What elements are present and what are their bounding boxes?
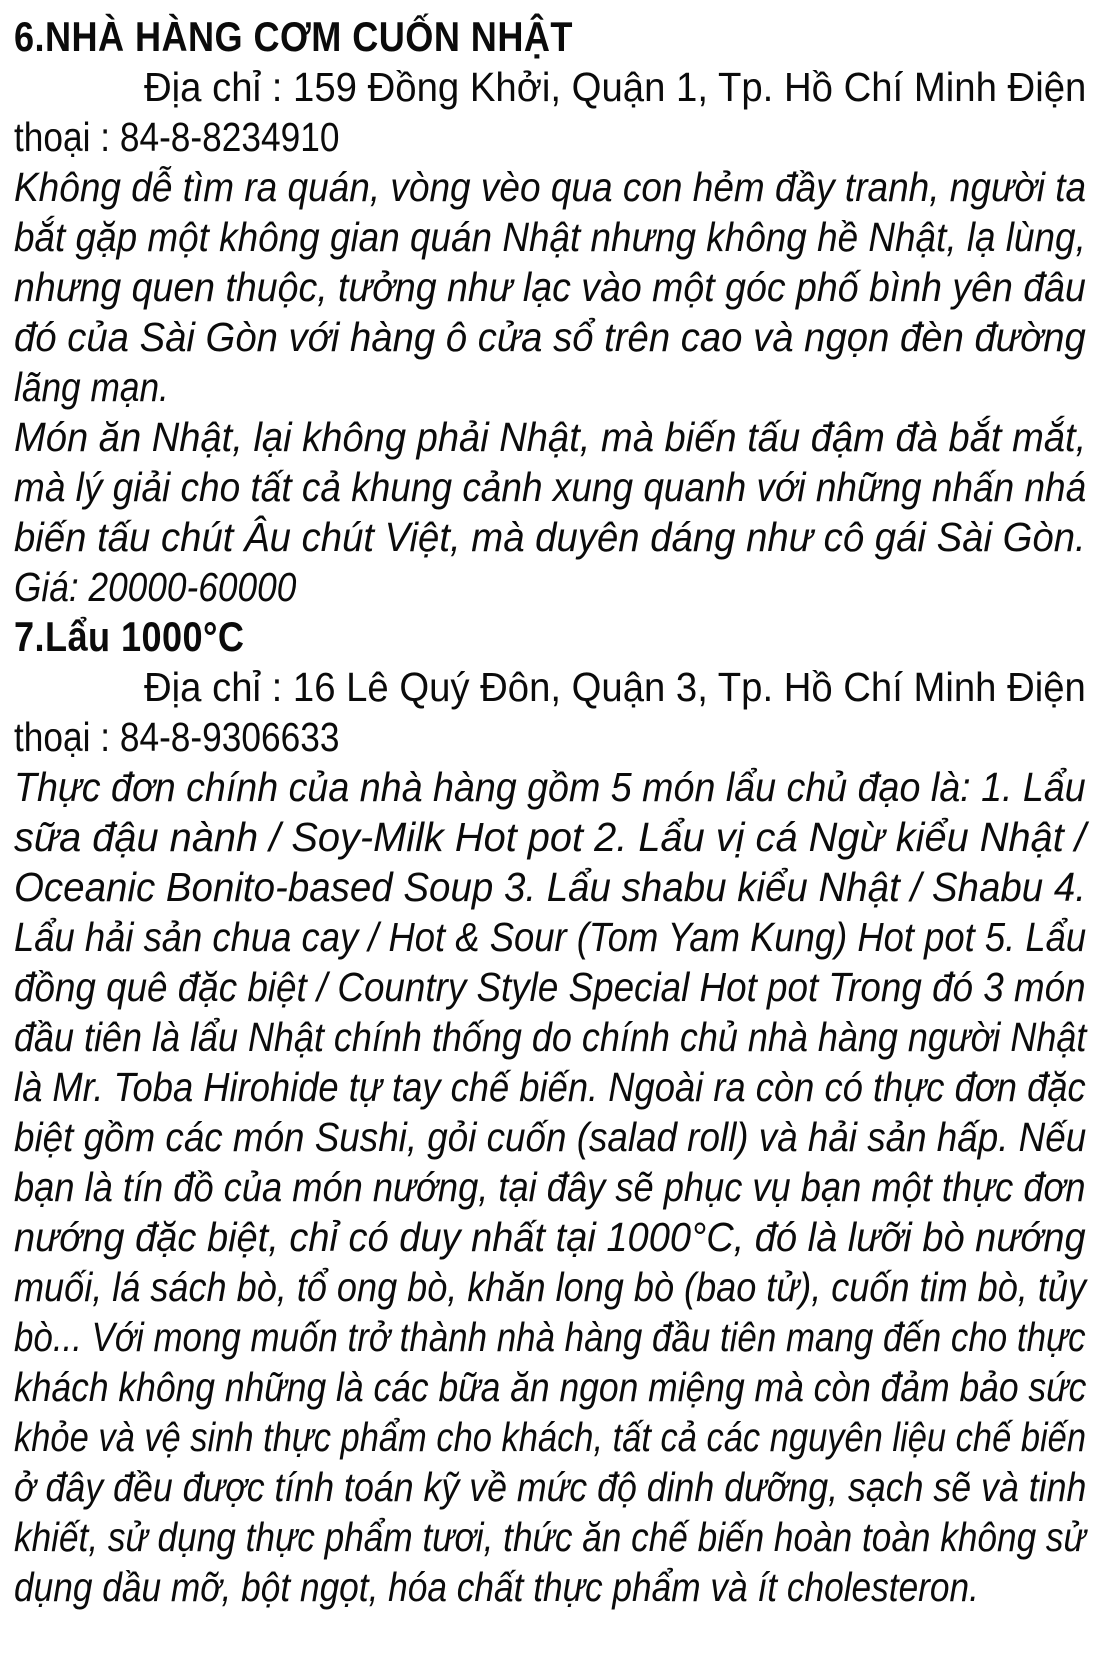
line-text: khách không những là các bữa ăn ngon miệng mà còn đảm bảo sức (14, 1364, 1087, 1410)
line-text: ở đây đều được tính toán kỹ về mức độ dinh dưỡng, sạch sẽ và tinh (14, 1464, 1087, 1510)
text-line (14, 1312, 1086, 1362)
text-line (14, 212, 1086, 262)
text-line (14, 1062, 1086, 1112)
line-text: dụng dầu mỡ, bột ngọt, hóa chất thực phẩm và ít cholesteron. (14, 1564, 979, 1610)
text-line (14, 912, 1086, 962)
line-text: bò... Với mong muốn trở thành nhà hàng đầu tiên mang đến cho thực (14, 1314, 1086, 1360)
line-text: bắt gặp một không gian quán Nhật nhưng không hề Nhật, lạ lùng, (14, 214, 1086, 260)
line-text: Giá: 20000-60000 (14, 564, 297, 610)
text-line (14, 962, 1086, 1012)
text-line (14, 1012, 1086, 1062)
text-line (14, 1212, 1086, 1262)
text-line (14, 712, 1086, 762)
text-line (14, 462, 1086, 512)
text-line (14, 1162, 1086, 1212)
text-line (14, 1562, 1086, 1612)
line-text: Món ăn Nhật, lại không phải Nhật, mà biến tấu đậm đà bắt mắt, (14, 414, 1087, 460)
text-line (14, 162, 1086, 212)
text-line (14, 312, 1086, 362)
text-line (14, 112, 1086, 162)
text-line (14, 762, 1086, 812)
line-text: lãng mạn. (14, 364, 169, 410)
line-text: Lẩu hải sản chua cay / Hot & Sour (Tom Yam Kung) Hot pot 5. Lẩu (14, 914, 1087, 960)
line-text: nhưng quen thuộc, tưởng như lạc vào một góc phố bình yên đâu (14, 264, 1086, 310)
line-text: đồng quê đặc biệt / Country Style Special Hot pot Trong đó 3 món (14, 964, 1086, 1010)
line-text: Địa chỉ : 159 Đồng Khởi, Quận 1, Tp. Hồ Chí Minh Điện (144, 64, 1087, 110)
text-line (14, 412, 1086, 462)
line-text: 7.Lẩu 1000°C (14, 613, 245, 660)
text-line (14, 862, 1086, 912)
text-line (14, 262, 1086, 312)
line-text: Địa chỉ : 16 Lê Quý Đôn, Quận 3, Tp. Hồ Chí Minh Điện (144, 664, 1086, 710)
line-text: 6.NHÀ HÀNG CƠM CUỐN NHẬT (14, 13, 573, 60)
line-text: biến tấu chút Âu chút Việt, mà duyên dáng như cô gái Sài Gòn. (14, 514, 1086, 560)
text-line (14, 1412, 1086, 1462)
text-line (14, 62, 1086, 112)
line-text: thoại : 84-8-8234910 (14, 114, 340, 160)
text-line (14, 1362, 1086, 1412)
line-text: muối, lá sách bò, tổ ong bò, khăn long bò (bao tử), cuốn tim bò, tủy (14, 1264, 1086, 1310)
line-text: khiết, sử dụng thực phẩm tươi, thức ăn chế biến hoàn toàn không sử (14, 1514, 1086, 1560)
text-line (14, 1262, 1086, 1312)
text-block (14, 12, 1086, 1612)
text-line (14, 812, 1086, 862)
line-text: biệt gồm các món Sushi, gỏi cuốn (salad roll) và hải sản hấp. Nếu (14, 1114, 1087, 1160)
text-line (14, 1462, 1086, 1512)
line-text: thoại : 84-8-9306633 (14, 714, 340, 760)
line-text: là Mr. Toba Hirohide tự tay chế biến. Ngoài ra còn có thực đơn đặc (14, 1064, 1086, 1110)
text-line (14, 512, 1086, 562)
text-line (14, 662, 1086, 712)
text-line (14, 1112, 1086, 1162)
line-text: bạn là tín đồ của món nướng, tại đây sẽ phục vụ bạn một thực đơn (14, 1164, 1086, 1210)
line-text: sữa đậu nành / Soy-Milk Hot pot 2. Lẩu vị cá Ngừ kiểu Nhật / (14, 814, 1086, 860)
line-text: Không dễ tìm ra quán, vòng vèo qua con hẻm đầy tranh, người ta (14, 164, 1087, 210)
text-line (14, 1512, 1086, 1562)
line-text: đó của Sài Gòn với hàng ô cửa sổ trên cao và ngọn đèn đường (14, 314, 1086, 360)
text-line (14, 362, 1086, 412)
line-text: nướng đặc biệt, chỉ có duy nhất tại 1000°C, đó là lưỡi bò nướng (14, 1214, 1086, 1260)
line-text: mà lý giải cho tất cả khung cảnh xung quanh với những nhấn nhá (14, 464, 1087, 510)
line-text: Thực đơn chính của nhà hàng gồm 5 món lẩu chủ đạo là: 1. Lẩu (14, 764, 1086, 810)
section-heading (14, 612, 1086, 662)
line-text: đầu tiên là lẩu Nhật chính thống do chính chủ nhà hàng người Nhật (14, 1014, 1087, 1060)
line-text: Oceanic Bonito-based Soup 3. Lẩu shabu kiểu Nhật / Shabu 4. (14, 864, 1086, 910)
line-text: khỏe và vệ sinh thực phẩm cho khách, tất cả các nguyên liệu chế biến (14, 1414, 1086, 1460)
section-heading (14, 12, 1086, 62)
text-line (14, 562, 1086, 612)
